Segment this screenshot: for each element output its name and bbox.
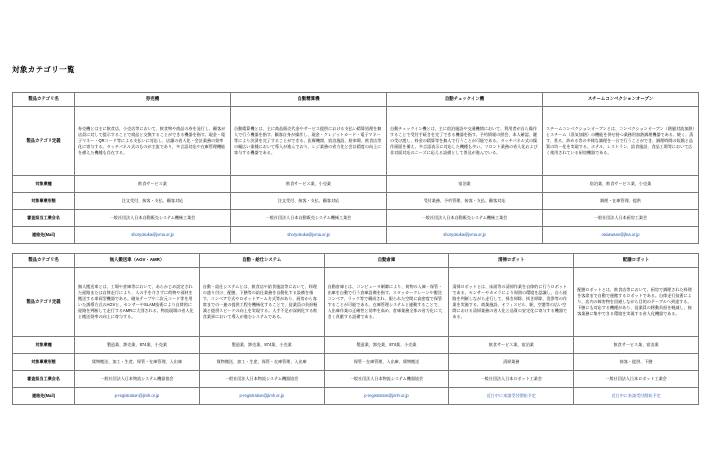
definition-cell: 自動倉庫とは、コンピュータ制御により、荷物の入庫・保管・出庫を自動で行う倉庫設備を指す。スタッカークレーンや搬送コンベア、ラック等で構成され、限られた空間に高密度で保管することが可能である。在庫管理システムと連動することで、入出庫作業の正確性と効率を高め、倉庫業務全体の省力化に大きく貢献する設備である。 — [324, 268, 449, 337]
row-label: 対象業種 — [13, 176, 75, 193]
header-cell: 清掃ロボット — [449, 254, 574, 268]
value-cell: 一般社団法人日本ロボット工業会 — [574, 371, 699, 388]
table-row — [13, 371, 699, 388]
value-cell: 一般社団法人日本物流システム機器協会 — [199, 371, 324, 388]
table-row — [13, 193, 699, 210]
value-cell: 貨物搬送、加工・生産、保管・在庫管理、入出庫 — [75, 354, 200, 371]
value-cell: 貨物搬送、加工・生産、保管・在庫管理、入出庫 — [199, 354, 324, 371]
header-cell: 製品カテゴリ名 — [13, 254, 75, 268]
value-cell: 保管・在庫管理、入出庫、貨物搬送 — [324, 354, 449, 371]
table-header-row — [13, 254, 699, 268]
value-cell: 宿泊業 — [387, 176, 543, 193]
contact-mail-cell[interactable]: otoiawase@jfea.or.jp — [543, 227, 699, 244]
definition-cell: 自動チェックイン機とは、主に宿泊施設や交通機関において、利用者が自ら操作することで受付手続きを完了できる機器を指す。予約情報の照会、本人確認、鍵の受け渡し、料金の精算等を無人で行うことが可能である。タッチパネル式の操作画面を備え、多言語表示に対応した機種も多い。フロント業務の省人化および非対面対応のニーズに応える設備として普及が進んでいる。 — [387, 107, 543, 176]
value-cell: 一般社団法人日本自動販売システム機械工業会 — [231, 210, 387, 227]
page-title: 対象カテゴリ一覧 — [12, 65, 75, 74]
row-label: 対象事業形態 — [13, 193, 75, 210]
header-cell: 自動倉庫 — [324, 254, 449, 268]
value-cell: 一般社団法人日本厨房工業会 — [543, 210, 699, 227]
value-cell: 飲食サービス業 — [75, 176, 231, 193]
row-label: 対象業種 — [13, 337, 75, 354]
table-row — [13, 176, 699, 193]
header-cell: 自動・給仕システム — [199, 254, 324, 268]
category-table-2 — [12, 253, 699, 405]
value-cell: 一般社団法人日本物流システム機器協会 — [324, 371, 449, 388]
value-cell: 製造業、卸売業、874業、小売業 — [75, 337, 200, 354]
value-cell: 宿泊業、飲食サービス業、小売業 — [543, 176, 699, 193]
value-cell: 製造業、卸売業、874業、小売業 — [199, 337, 324, 354]
contact-mail-cell: 近日中に来請受付開始予定 — [449, 388, 574, 405]
definition-cell: 自動・給仕システムとは、飲食店や給食施設等において、料理の盛り付け、配膳、下膳等の給仕業務を自動化する設備を指す。コンベア方式やロボットアーム方式等があり、厨房から客席までの一連の提供工程を機械化することで、従業員の負担軽減と提供スピードの向上を実現する。人手不足が深刻化する飲食業界において導入が進むシステムである。 — [199, 268, 324, 337]
definition-cell: 清掃ロボットとは、床面等の清掃作業を自律的に行うロボットである。センサーやカメラにより周囲の環境を認識し、自ら経路を判断しながら走行して、掃き掃除、拭き掃除、洗浄等の作業を実施する。商業施設、オフィスビル、駅、空港等の広い空間における清掃業務の省人化と品質の安定化に寄与する機器である。 — [449, 268, 574, 337]
category-table-1 — [12, 92, 699, 244]
value-cell: 一般社団法人日本物流システム機器協会 — [75, 371, 200, 388]
header-cell: スチームコンベクションオーブン — [543, 93, 699, 107]
value-cell: 注文受付、接客・支払、顧客対応 — [75, 193, 231, 210]
row-label: 連絡先(Mail) — [13, 227, 75, 244]
definition-cell: 券売機とは主に飲食店、小売店等において、飲食物や商品の券を発行し、顧客が店員に対して提示することで商品と交換することができる機器を指す。現金・電子マネー・QRコード等による支払いに対応し、店舗の省人化・会計業務の効率化に寄与する。タッチパネル式のものが主流であり、多言語対応や在庫管理機能を備えた機種も存在する。 — [75, 107, 231, 176]
row-label: 審査担当工業会名 — [13, 371, 75, 388]
row-label: 製品カテゴリ定義 — [13, 107, 75, 176]
table-row — [13, 388, 699, 405]
table-row — [13, 268, 699, 337]
row-label: 審査担当工業会名 — [13, 210, 75, 227]
value-cell: 製造業、卸売業、874業、小売業 — [324, 337, 449, 354]
value-cell: 注文受付、接客・支払、顧客対応 — [231, 193, 387, 210]
header-cell: 自動チェックイン機 — [387, 93, 543, 107]
value-cell: 飲食サービス業、宿泊業 — [449, 337, 574, 354]
definition-cell: 配膳ロボットとは、飲食店等において、厨房で調理された料理を客席まで自動で運搬するロボットである。自律走行技術により、店内の障害物を回避しながら目的のテーブルへ到達する。下膳にも対応する機種があり、従業員の移動負担を軽減し、接客業務に集中できる環境を実現する省人化機器である。 — [574, 268, 699, 337]
value-cell: 飲食サービス業、小売業 — [231, 176, 387, 193]
header-cell: 配膳ロボット — [574, 254, 699, 268]
definition-cell: スチームコンベクションオーブンとは、コンベクションオーブン（熱風対流加熱）とスチーム（蒸気加熱）の機能を併せ持つ業務用加熱調理機器である。焼く、蒸す、煮る、炒める等の多様な調理を一台で行うことができ、調理時間の短縮と品質の均一化を実現する。ホテル、レストラン、給食施設、食品工場等において広く使用されている厨房機器である。 — [543, 107, 699, 176]
contact-mail-cell[interactable]: shoryokuka@jvma.or.jp — [387, 227, 543, 244]
row-label: 製品カテゴリ定義 — [13, 268, 75, 337]
value-cell: 一般社団法人日本自動販売システム機械工業会 — [75, 210, 231, 227]
value-cell: 受付業務、予約管理、接客・支払、顧客対応 — [387, 193, 543, 210]
contact-mail-cell[interactable]: shoryokuka@jvma.or.jp — [231, 227, 387, 244]
value-cell: 一般社団法人日本ロボット工業会 — [449, 371, 574, 388]
row-label: 対象事業形態 — [13, 354, 75, 371]
header-cell: 自動精算機 — [231, 93, 387, 107]
header-cell: 無人搬送車（AGV・AMR） — [75, 254, 200, 268]
header-cell: 券売機 — [75, 93, 231, 107]
table-row — [13, 227, 699, 244]
value-cell: 清掃業務 — [449, 354, 574, 371]
table-row — [13, 210, 699, 227]
contact-mail-cell[interactable]: p-registration@jimh.or.jp — [324, 388, 449, 405]
value-cell: 接客・提供、下膳 — [574, 354, 699, 371]
table-row — [13, 107, 699, 176]
contact-mail-cell[interactable]: shoryokuka@jvma.or.jp — [75, 227, 231, 244]
header-cell: 製品カテゴリ名 — [13, 93, 75, 107]
definition-cell: 無人搬送車とは、工場や倉庫等において、あらかじめ設定された経路または自律走行により、人の手を介さずに荷物や部材を搬送する車両型機器である。磁気テープや二次元コード等を用いた誘導方式のAGVと、センサーやSLAM技術により自律的に経路を判断して走行するAMRに大別される。物流現場の省人化と搬送効率の向上に寄与する。 — [75, 268, 200, 337]
contact-mail-cell: 近日中に来請受付開始予定 — [574, 388, 699, 405]
definition-cell: 自動精算機とは、主に商品販売代金やサービス提供における支払い精算処理を無人で行う機器を指す。顧客自身が操作し、現金・クレジットカード・電子マネー等により決済を完了することができる。医療機関、宿泊施設、駐車場、飲食店等の幅広い業種において導入が進んでおり、レジ業務の省力化と会計精度の向上に寄与する機器である。 — [231, 107, 387, 176]
row-label: 連絡先(Mail) — [13, 388, 75, 405]
value-cell: 一般社団法人日本自動販売システム機械工業会 — [387, 210, 543, 227]
value-cell: 調理・在庫管理、提供 — [543, 193, 699, 210]
contact-mail-cell[interactable]: p-registration@jimh.or.jp — [199, 388, 324, 405]
table-row — [13, 354, 699, 371]
table-row — [13, 337, 699, 354]
table-header-row — [13, 93, 699, 107]
contact-mail-cell[interactable]: p-registration@jimh.or.jp — [75, 388, 200, 405]
value-cell: 飲食サービス業、宿泊業 — [574, 337, 699, 354]
